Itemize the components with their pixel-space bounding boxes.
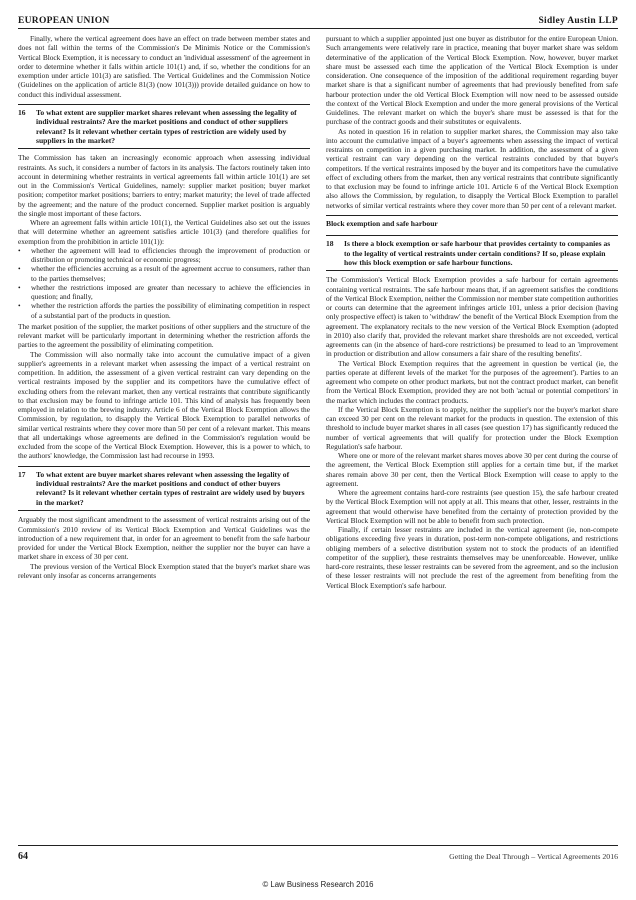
paragraph: Where the agreement contains hard-core restraints (see question 15), the safe harbour created by the Vertical Block Exemption will not apply at all. This means that other, lesser, restraints in the agreement that would otherwise have benefited from the certainty of protection provided by the Vertical Block Exemption will not be able to benefit from such protection. — [326, 488, 618, 525]
question-17 — [18, 466, 310, 512]
paragraph: If the Vertical Block Exemption is to apply, neither the supplier's nor the buyer's market share can exceed 30 per cent on the relevant market for the products in question. The extension of this threshold to include buyer market shares in all cases (see question 17) has significantly reduced the number of vertical agreements that will qualify for protection under the Block Exemption Regulation's safe harbour. — [326, 404, 618, 451]
list-item: • whether the restrictions imposed are greater than necessary to achieve the efficiencies in question; and finally, — [18, 283, 310, 302]
page-number: 64 — [18, 851, 28, 862]
paragraph: The market position of the supplier, the market positions of other suppliers and the structure of the relevant market will be particularly important in determining whether the restriction affords the parties to the agreement the possibility of eliminating competition. — [18, 321, 310, 350]
paragraph: Finally, if certain lesser restraints are included in the vertical agreement (ie, non-compete obligations exceeding five years in duration, post-term non-compete obligations, and restrictions obliging members of a selective distribution system not to stock the products of an identified competitor of the supplier), these restraints themselves may be unenforceable. However, unlike hard-core restraints, these lesser restraints can be severed from the agreement, and so the inclusion of these lesser restraints will not preclude the rest of the agreement from benefiting from the Vertical Block Exemption's safe harbour. — [326, 525, 618, 590]
header-jurisdiction: EUROPEAN UNION — [18, 16, 110, 26]
paragraph: The Vertical Block Exemption requires that the agreement in question be vertical (ie, the parties operate at different levels of the market 'for the purposes of the agreement'). Parties to an agreement who compete on other product markets, but not the contract product market, can benefit from the Vertical Block Exemption, provided they are not both 'actual or potential competitors' in the market which includes the contract products. — [326, 358, 618, 405]
paragraph: The Commission will also normally take into account the cumulative impact of a given supplier's agreements in a relevant market when assessing the impact of a vertical restraint on competition. In addition, the assessment of a given vertical restraint can vary depending on the vertical restraints imposed by the supplier and its competitors have the cumulative effect of excluding others from the relevant market, then any vertical restraints that contribute significantly to that exclusion may be found to infringe article 101. This kind of analysis has frequently been employed in relation to the brewing industry. Article 6 of the Vertical Block Exemption allows the Commission, by regulation, to disapply the Vertical Block Exemption to parallel networks of similar vertical restraints where they cover more than 50 per cent of a relevant market. This means that all undertakings whose agreements are defined in the Commission's regulation would be excluded from the scope of the Vertical Block Exemption. However, this is a power to which, to the authors' knowledge, the Commission last had recourse in 1993. — [18, 349, 310, 461]
question-text: To what extent are buyer market shares relevant when assessing the legality of individual restraints? Are the market positions and conduct of other buyers relevant? Is it relevant whether certain types of restraint are widely used by buyers in the market? — [36, 469, 305, 507]
right-column — [326, 34, 618, 838]
question-16 — [18, 104, 310, 150]
list-item: • whether the efficiencies accruing as a result of the agreement accrue to consumers, rather than to the parties themselves; — [18, 264, 310, 283]
paragraph: Where an agreement falls within article 101(1), the Vertical Guidelines also set out the issues that will determine whether an agreement satisfies article 101(3) (and therefore qualifies for exemption from the prohibition in article 101(1)): — [18, 218, 310, 246]
running-header — [18, 12, 618, 26]
publication-title: Getting the Deal Through – Vertical Agreements 2016 — [449, 852, 618, 861]
question-18 — [326, 235, 618, 271]
section-heading: Block exemption and safe harbour — [326, 215, 618, 230]
copyright-notice: © Law Business Research 2016 — [262, 880, 374, 889]
paragraph: Arguably the most significant amendment to the assessment of vertical restraints arising out of the Commission's 2010 review of its Vertical Block Exemption and Vertical Guidelines was the introduction of a new requirement that, in order for an agreement to benefit from the safe harbour provided for under the Vertical Block Exemption, neither the supplier nor the buyer can have a market share in excess of 30 per cent. — [18, 515, 310, 562]
header-firm: Sidley Austin LLP — [538, 16, 618, 26]
left-column — [18, 34, 310, 838]
paragraph: The Commission has taken an increasingly economic approach when assessing individual restraints. As such, it considers a number of factors in its analysis. The factors routinely taken into account in determining whether restraints in vertical agreements fall within article 101(1) are set out in the Commission's Vertical Guidelines, namely: supplier market position; buyer market position; competitor market positions; barriers to entry; market maturity; the level of trade affected by the agreement; and the nature of the product concerned. Supplier market position is arguably the single most important of these factors. — [18, 153, 310, 218]
paragraph: The Commission's Vertical Block Exemption provides a safe harbour for certain agreements containing vertical restraints. The safe harbour means that, if an agreement satisfies the conditions of the Vertical Block Exemption, neither the Commission nor member state competition authorities or courts can determine that the agreement infringes article 101, unless a prior decision (having only prospective effect) is taken to 'withdraw' the benefit of the Vertical Block Exemption from the agreement. The explanatory recitals to the new version of the Vertical Block Exemption (adopted in 2010) also clarify that, provided the relevant market share thresholds are not exceeded, vertical agreements can (in the absence of hard-core restrictions) be presumed to lead to an 'improvement in production or distribution and allow consumers a fair share of the resulting benefits'. — [326, 275, 618, 359]
header-rule — [18, 28, 618, 29]
factor-list — [18, 246, 310, 320]
list-item: • whether the restriction affords the parties the possibility of eliminating competition in respect of a substantial part of the products in question. — [18, 301, 310, 320]
question-text: To what extent are supplier market shares relevant when assessing the legality of individual restraints? Are the market positions and conduct of other suppliers relevant? Is it relevant whether certain types of restriction are widely used by suppliers in the market? — [36, 107, 297, 145]
question-number: 18 — [326, 239, 334, 249]
footer-rule — [18, 845, 618, 846]
list-item: • whether the agreement will lead to efficiencies through the improvement of production or distribution or promoting technical or economic progress; — [18, 246, 310, 265]
paragraph: Where one or more of the relevant market shares moves above 30 per cent during the course of the agreement, the Vertical Block Exemption still applies for a certain time but, if the market shares remain above 30 per cent, then the Vertical Block Exemption will cease to apply to the agreement. — [326, 451, 618, 488]
paragraph: As noted in question 16 in relation to supplier market shares, the Commission may also take into account the cumulative impact of a buyer's agreements when assessing the impact of vertical restraints on competition in a given purchasing market. In addition, the assessment of a given vertical restraint can vary depending on the vertical restraints concluded by that buyer's competitors. If the vertical restraints imposed by the buyer and its competitors have the cumulative effect of excluding others from the market, then any vertical restraints that contribute significantly to that exclusion may be found to infringe article 101. Article 6 of the Vertical Block Exemption also allows the Commission, by regulation, to disapply the Vertical Block Exemption to parallel networks of similar vertical restraints where they cover more than 50 per cent of a relevant market. — [326, 126, 618, 210]
question-number: 17 — [18, 469, 26, 479]
question-number: 16 — [18, 107, 26, 117]
paragraph: Finally, where the vertical agreement does have an effect on trade between member states and does not fall within the terms of the Commission's De Minimis Notice or the Commission's Vertical Block Exemption, it is necessary to conduct an 'individual assessment' of the agreement in order to determine whether it falls within article 101(1) and, if so, whether the conditions for an exemption under article 101(3) are satisfied. The Vertical Guidelines and the Commission Notice (Guidelines on the application of article 81(3) (now 101(3))) provide detailed guidance on how to conduct this individual assessment. — [18, 34, 310, 99]
paragraph: The previous version of the Vertical Block Exemption stated that the buyer's market share was relevant only insofar as concerns arrangements — [18, 561, 310, 580]
paragraph: pursuant to which a supplier appointed just one buyer as distributor for the entire European Union. Such arrangements were relatively rare in practice, meaning that buyer market share was seldom determinative of the application of the Vertical Block Exemption. Now, however, buyer market share must be assessed each time the application of the Vertical Block Exemption is under consideration. One consequence of the imposition of the additional requirement regarding buyer market share is that a significant number of agreements that had previously benefited from safe harbour protection under the old Vertical Block Exemption will now need to be assessed outside the context of the Vertical Block Exemption and under the more general provisions of the Vertical Guidelines. The relevant market on which the buyer's share must be assessed is that for the purchase of the contract goods and their substitutes or equivalents. — [326, 34, 618, 127]
question-text: Is there a block exemption or safe harbour that provides certainty to companies as to the legality of vertical restraints under certain conditions? If so, please explain how this block exemption or safe harbour functions. — [344, 239, 611, 267]
